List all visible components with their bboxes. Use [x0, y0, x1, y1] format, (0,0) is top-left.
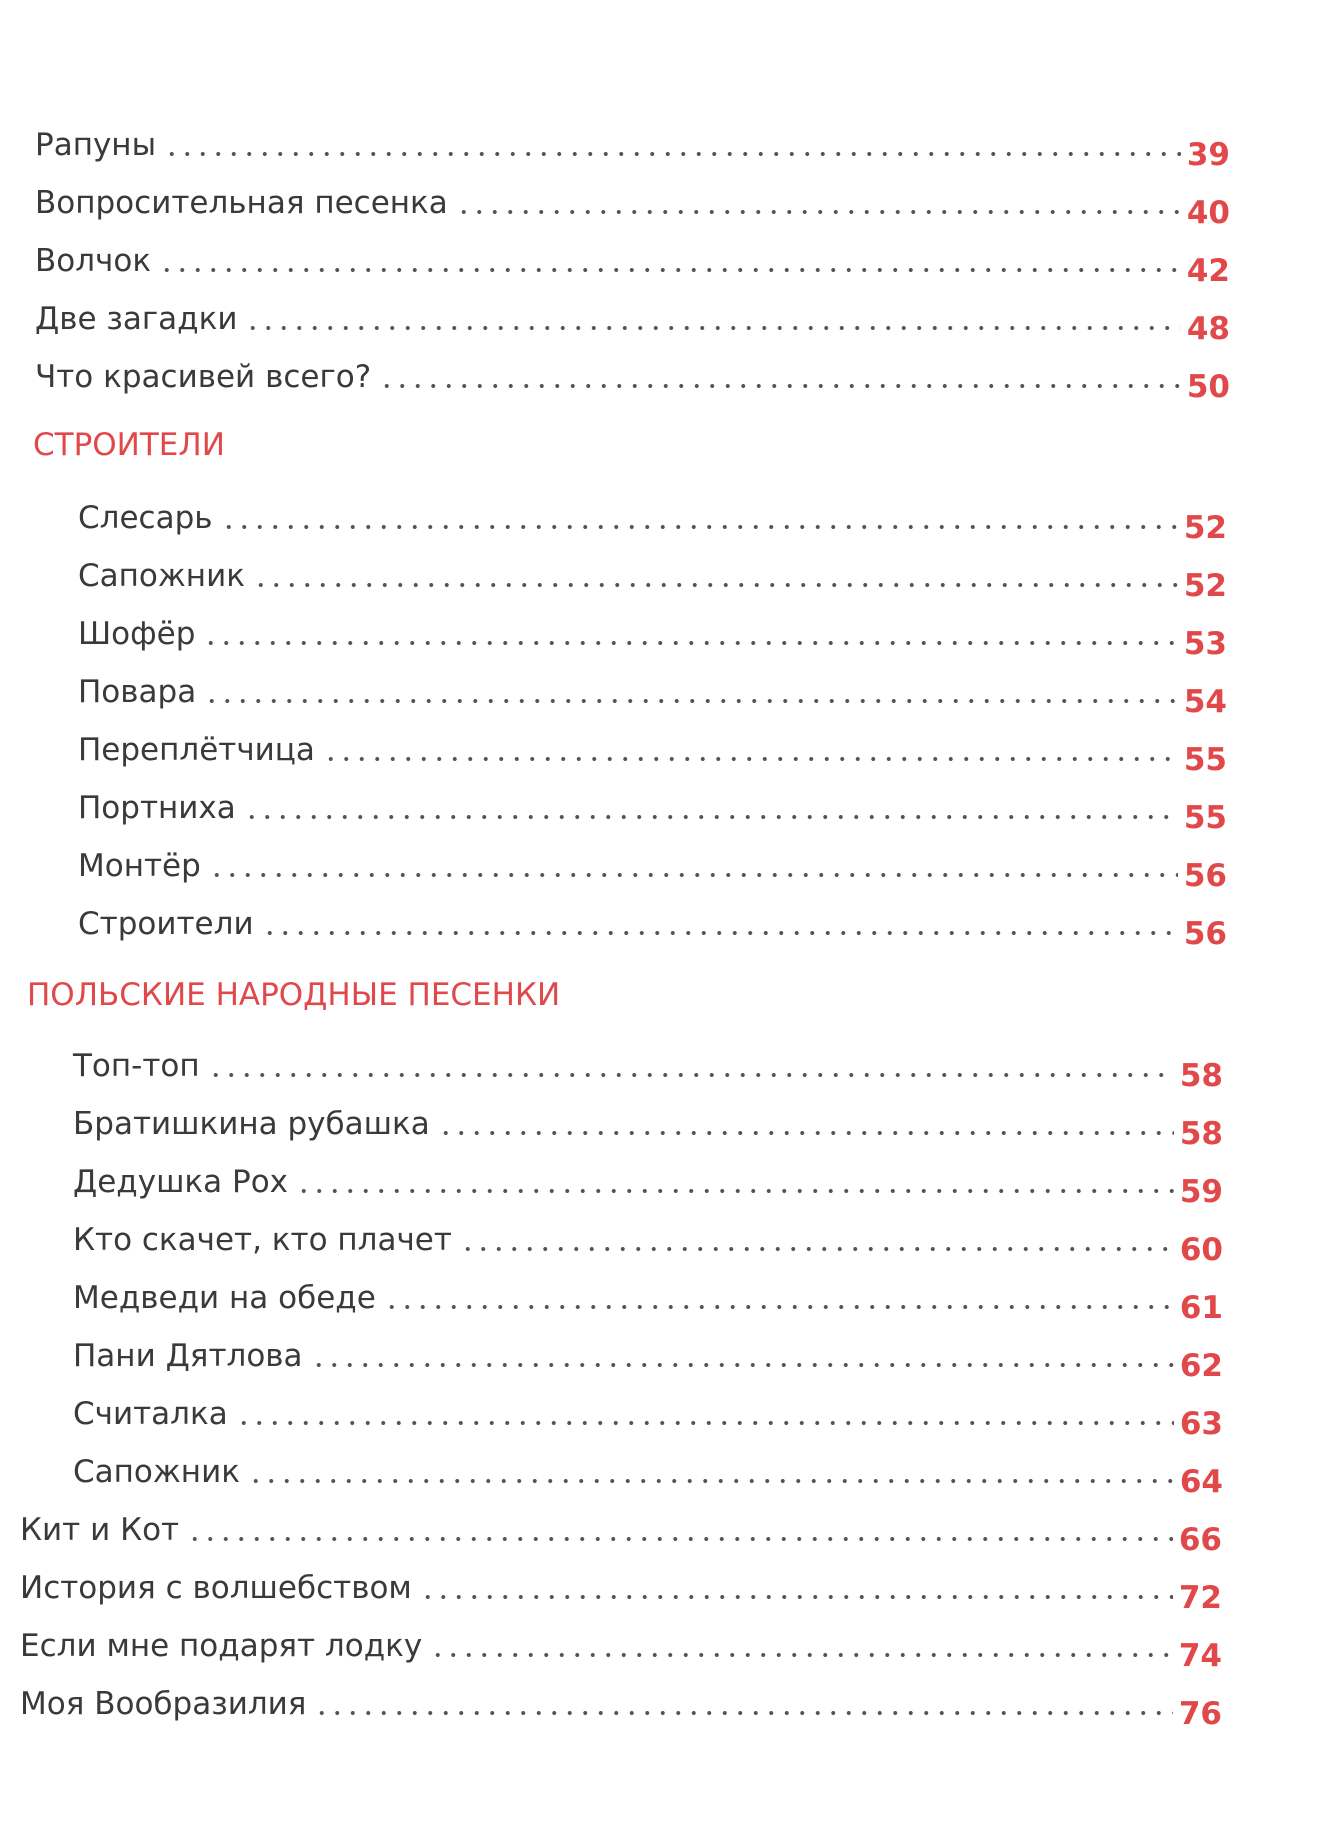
entry-title: Моя Вообразилия [20, 1686, 307, 1722]
entry-title: Волчок [35, 243, 152, 279]
entry-page: 50 [1186, 369, 1230, 405]
entry-page: 42 [1186, 253, 1230, 289]
dot-leader [311, 1361, 1174, 1369]
toc-entry [73, 1389, 1223, 1442]
entry-page: 59 [1179, 1174, 1223, 1210]
entry-page: 53 [1183, 626, 1227, 662]
toc-entry [78, 551, 1227, 604]
entry-title: Строители [78, 906, 254, 942]
entry-page: 52 [1183, 568, 1227, 604]
entry-title: Вопросительная песенка [35, 185, 448, 221]
entry-title: История с волшебством [20, 1570, 412, 1606]
dot-leader [262, 929, 1178, 937]
dot-leader [460, 1245, 1174, 1253]
toc-entry [73, 1331, 1223, 1384]
entry-page: 60 [1179, 1232, 1223, 1268]
dot-leader [208, 1071, 1174, 1079]
entry-page: 76 [1178, 1696, 1222, 1732]
dot-leader [456, 208, 1181, 216]
entry-title: Шофёр [78, 616, 196, 652]
entry-page: 74 [1178, 1638, 1222, 1674]
entry-title: Топ-топ [73, 1048, 200, 1084]
entry-title: Считалка [73, 1396, 228, 1432]
entry-page: 62 [1179, 1348, 1223, 1384]
entry-page: 40 [1186, 195, 1230, 231]
entry-title: Сапожник [73, 1454, 240, 1490]
entry-title: Кит и Кот [20, 1512, 180, 1548]
entry-title: Медведи на обеде [73, 1280, 376, 1316]
toc-entry [78, 783, 1227, 836]
entry-title: Дедушка Рох [73, 1164, 289, 1200]
toc-entry [73, 1273, 1223, 1326]
entry-title: Переплётчица [78, 732, 315, 768]
entry-title: Сапожник [78, 558, 245, 594]
entry-page: 61 [1179, 1290, 1223, 1326]
dot-leader [236, 1419, 1174, 1427]
toc-entry [78, 493, 1227, 546]
dot-leader [420, 1593, 1173, 1601]
entry-title: Пани Дятлова [73, 1338, 303, 1374]
dot-leader [248, 1477, 1174, 1485]
entry-page: 72 [1178, 1580, 1222, 1616]
dot-leader [314, 1709, 1172, 1717]
dot-leader [323, 755, 1178, 763]
dot-leader [204, 697, 1178, 705]
dot-leader [245, 324, 1180, 332]
entry-title: Портниха [78, 790, 236, 826]
dot-leader [187, 1535, 1173, 1543]
entry-page: 56 [1183, 916, 1227, 952]
toc-entry [35, 236, 1230, 289]
entry-title: Слесарь [78, 500, 213, 536]
entry-page: 63 [1179, 1406, 1223, 1442]
entry-title: Кто скачет, кто плачет [73, 1222, 452, 1258]
entry-page: 54 [1183, 684, 1227, 720]
entry-page: 56 [1183, 858, 1227, 894]
entry-page: 64 [1179, 1464, 1223, 1500]
entry-title: Рапуны [35, 127, 157, 163]
toc-entry [78, 841, 1227, 894]
toc-entry [73, 1215, 1223, 1268]
toc-entry [20, 1621, 1222, 1674]
toc-entry [35, 178, 1230, 231]
dot-leader [209, 871, 1178, 879]
entry-title: Две загадки [35, 301, 238, 337]
toc-entry [78, 609, 1227, 662]
toc-entry [73, 1447, 1223, 1500]
entry-title: Если мне подарят лодку [20, 1628, 423, 1664]
entry-page: 48 [1186, 311, 1230, 347]
entry-page: 52 [1183, 510, 1227, 546]
dot-leader [430, 1651, 1173, 1659]
toc-entry [73, 1099, 1223, 1152]
dot-leader [253, 581, 1178, 589]
entry-page: 66 [1178, 1522, 1222, 1558]
dot-leader [379, 382, 1181, 390]
toc-entry [35, 352, 1230, 405]
entry-page: 55 [1183, 800, 1227, 836]
dot-leader [203, 639, 1177, 647]
entry-page: 55 [1183, 742, 1227, 778]
dot-leader [296, 1187, 1174, 1195]
toc-entry [73, 1041, 1223, 1094]
section-heading-builders: СТРОИТЕЛИ [33, 427, 225, 463]
entry-title: Монтёр [78, 848, 201, 884]
dot-leader [244, 813, 1178, 821]
dot-leader [159, 266, 1181, 274]
toc-entry [78, 725, 1227, 778]
toc-entry [78, 899, 1227, 952]
toc-entry [20, 1563, 1222, 1616]
entry-page: 58 [1179, 1058, 1223, 1094]
entry-page: 58 [1179, 1116, 1223, 1152]
dot-leader [384, 1303, 1174, 1311]
toc-entry [73, 1157, 1223, 1210]
dot-leader [164, 150, 1181, 158]
entry-title: Что красивей всего? [35, 359, 372, 395]
toc-entry [78, 667, 1227, 720]
dot-leader [438, 1129, 1174, 1137]
section-heading-polish: ПОЛЬСКИЕ НАРОДНЫЕ ПЕСЕНКИ [27, 977, 561, 1013]
toc-entry [35, 294, 1230, 347]
entry-title: Повара [78, 674, 197, 710]
entry-page: 39 [1186, 137, 1230, 173]
dot-leader [221, 523, 1178, 531]
toc-entry [35, 120, 1230, 173]
toc-entry [20, 1505, 1222, 1558]
entry-title: Братишкина рубашка [73, 1106, 430, 1142]
toc-entry [20, 1679, 1222, 1732]
